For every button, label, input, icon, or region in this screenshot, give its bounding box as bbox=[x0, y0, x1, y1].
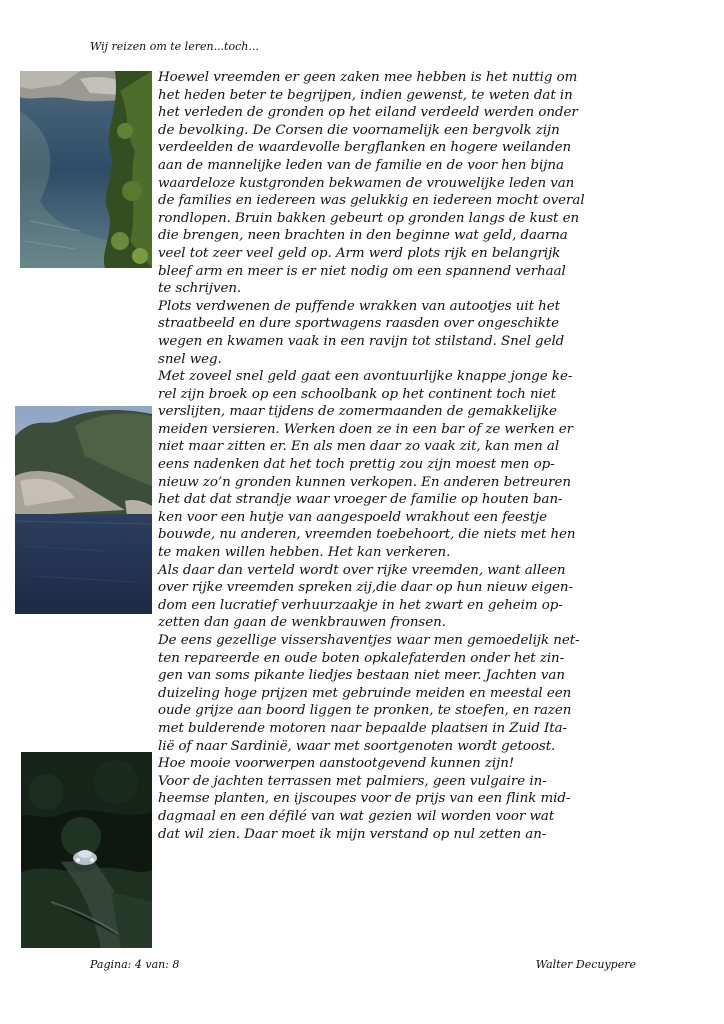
text-line: Voor de jachten terrassen met palmiers, geen vulgaire in- bbox=[158, 773, 547, 789]
text-line: bleef arm en meer is er niet nodig om een spannend verhaal bbox=[158, 263, 566, 279]
text-line: de families en iedereen was gelukkig en iedereen mocht overal bbox=[158, 193, 585, 209]
text-line: het heden beter te begrijpen, indien gewenst, te weten dat in bbox=[158, 87, 573, 103]
text-line: veel tot zeer veel geld op. Arm werd plots rijk en belangrijk bbox=[158, 245, 561, 261]
text-line: heemse planten, en ijscoupes voor de prijs van een flink mid- bbox=[158, 791, 571, 807]
text-line: waardeloze kustgronden bekwamen de vrouwelijke leden van bbox=[158, 175, 575, 191]
text-line: over rijke vreemden spreken zij,die daar op hun nieuw eigen- bbox=[158, 580, 573, 596]
text-line: het verleden de gronden op het eiland verdeeld werden onder bbox=[158, 105, 578, 121]
text-line: oude grijze aan boord liggen te pronken, te stoefen, en razen bbox=[158, 703, 572, 719]
text-line: ten repareerde en oude boten opkalefaterden onder het zin- bbox=[158, 650, 565, 666]
page-header: Wij reizen om te leren...toch... bbox=[90, 40, 259, 53]
text-line: de bevolking. De Corsen die voornamelijk een bergvolk zijn bbox=[158, 122, 560, 138]
text-line: rondlopen. Bruin bakken gebeurt op gronden langs de kust en bbox=[158, 210, 580, 226]
text-line: Met zoveel snel geld gaat een avontuurlijke knappe jonge ke- bbox=[158, 369, 573, 385]
author-name: Walter Decuypere bbox=[535, 958, 636, 971]
text-line: dagmaal en een défilé van wat gezien wil worden voor wat bbox=[158, 808, 555, 824]
text-line: Hoewel vreemden er geen zaken mee hebben is het nuttig om bbox=[158, 70, 578, 85]
page-number: Pagina: 4 van: 8 bbox=[90, 958, 180, 971]
text-line: niet maar zitten er. En als men daar zo vaak zit, kan men al bbox=[158, 439, 560, 455]
text-line: die brengen, neen brachten in den beginne wat geld, daarna bbox=[158, 228, 568, 244]
text-line: snel weg. bbox=[158, 351, 222, 367]
text-line: te schrijven. bbox=[158, 281, 242, 297]
text-line: verdeelden de waardevolle bergflanken en hogere weilanden bbox=[158, 140, 572, 156]
text-line: het dat dat strandje waar vroeger de familie op houten ban- bbox=[158, 492, 563, 508]
text-line: bouwde, nu anderen, vreemden toebehoort, die niets met hen bbox=[158, 527, 576, 543]
text-line: aan de mannelijke leden van de familie en de voor hen bijna bbox=[158, 157, 564, 173]
text-line: rel zijn broek op een schoolbank op het continent toch niet bbox=[158, 386, 556, 402]
text-line: meiden versieren. Werken doen ze in een bar of ze werken er bbox=[158, 421, 574, 437]
text-line: te maken willen hebben. Het kan verkeren. bbox=[158, 545, 451, 561]
article-body bbox=[158, 69, 648, 843]
text-line: Plots verdwenen de puffende wrakken van autootjes uit het bbox=[158, 298, 560, 314]
text-line: dat wil zien. Daar moet ik mijn verstand op nul zetten an- bbox=[158, 826, 547, 842]
text-line: eens nadenken dat het toch prettig zou zijn moest men op- bbox=[158, 457, 555, 473]
text-line: straatbeeld en dure sportwagens raasden over ongeschikte bbox=[158, 316, 560, 332]
text-line: gen van soms pikante liedjes bestaan niet meer. Jachten van bbox=[158, 668, 565, 684]
text-line: met bulderende motoren naar bepaalde plaatsen in Zuid Ita- bbox=[158, 720, 568, 736]
text-line: duizeling hoge prijzen met gebruinde meiden en meestal een bbox=[158, 685, 572, 701]
car-in-forest-photo bbox=[21, 752, 152, 948]
lake-photo bbox=[15, 406, 152, 614]
text-line: Hoe mooie voorwerpen aanstootgevend kunnen zijn! bbox=[158, 756, 515, 772]
text-line: Als daar dan verteld wordt over rijke vreemden, want alleen bbox=[158, 562, 566, 578]
text-line: dom een lucratief verhuurzaakje in het zwart en geheim op- bbox=[158, 597, 563, 613]
text-line: nieuw zo’n gronden kunnen verkopen. En anderen betreuren bbox=[158, 474, 571, 490]
text-line: De eens gezellige vissershaventjes waar men gemoedelijk net- bbox=[158, 633, 580, 648]
text-line: zetten dan gaan de wenkbrauwen fronsen. bbox=[158, 615, 446, 631]
text-line: ken voor een hutje van aangespoeld wrakhout een feestje bbox=[158, 509, 548, 525]
text-line: wegen en kwamen vaak in een ravijn tot stilstand. Snel geld bbox=[158, 333, 565, 349]
text-line: verslijten, maar tijdens de zomermaanden de gemakkelijke bbox=[158, 404, 557, 420]
river-photo bbox=[20, 71, 152, 268]
text-line: lië of naar Sardinië, waar met soortgenoten wordt getoost. bbox=[158, 738, 556, 754]
